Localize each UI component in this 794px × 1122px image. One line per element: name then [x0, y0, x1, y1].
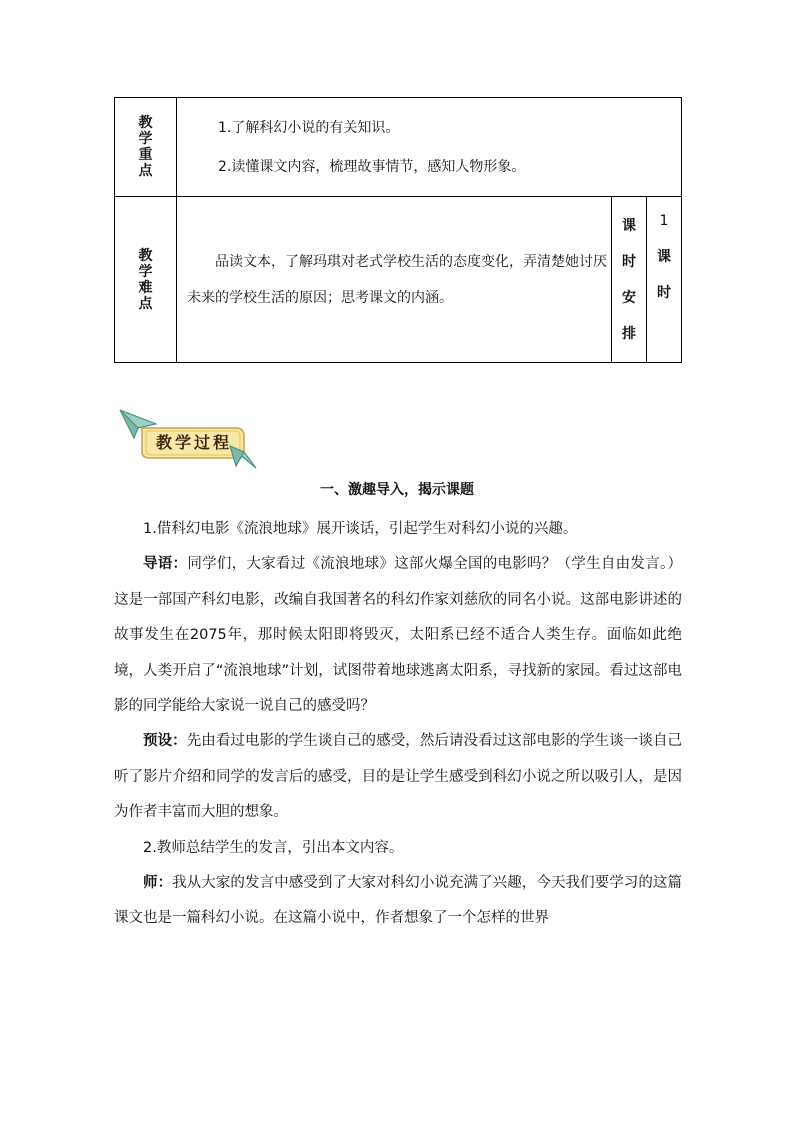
schedule-value: 1 课 时 — [647, 197, 682, 363]
lesson-body — [114, 512, 682, 937]
key-points-content — [177, 98, 682, 197]
key-points-row — [115, 98, 682, 197]
paragraph: 1.借科幻电影《流浪地球》展开谈话，引起学生对科幻小说的兴趣。 — [143, 521, 578, 537]
paragraph: 预设：先由看过电影的学生谈自己的感受，然后请没看过这部电影的学生谈一谈自己听了影片介绍和同学的发言后的感受，目的是让学生感受到科幻小说之所以吸引人，是因为作者丰富而大胆的想象。 — [114, 733, 683, 821]
key-point-item: 2.读懂课文内容，梳理故事情节，感知人物形象。 — [218, 158, 526, 175]
difficulties-row — [115, 197, 682, 363]
lesson-info-table — [114, 97, 682, 363]
paragraph: 师：我从大家的发言中感受到了大家对科幻小说充满了兴趣，今天我们要学习的这篇课文也是一篇科幻小说。在这篇小说中，作者想象了一个怎样的世界 — [114, 875, 682, 927]
difficulties-content: 品读文本，了解玛琪对老式学校生活的态度变化，弄清楚她讨厌未来的学校生活的原因；思考课文的内涵。 — [177, 197, 612, 363]
schedule-label: 课 时 安 排 — [612, 197, 647, 363]
difficulties-label: 教 学 难 点 — [115, 197, 177, 363]
teaching-process-banner — [118, 408, 258, 470]
key-points-label: 教 学 重 点 — [115, 98, 177, 197]
section-title: 一、激趣导入，揭示课题 — [320, 482, 474, 498]
paragraph: 2.教师总结学生的发言，引出本文内容。 — [143, 839, 404, 856]
key-point-item: 1.了解科幻小说的有关知识。 — [218, 119, 400, 136]
paragraph: 导语：同学们，大家看过《流浪地球》这部火爆全国的电影吗？（学生自由发言。）这是一部国产科幻电影，改编自我国著名的科幻作家刘慈欣的同名小说。这部电影讲述的故事发生在2075年，那时候太阳即将毁灭，太阳系已经不适合人类生存。面临如此绝境，人类开启了“流浪地球”计划，试图带着地球逃离太阳系，寻找新的家园。看过这部电影的同学能给大家说一说自己的感受吗？ — [114, 556, 682, 715]
banner-text: 教学过程 — [155, 432, 232, 452]
